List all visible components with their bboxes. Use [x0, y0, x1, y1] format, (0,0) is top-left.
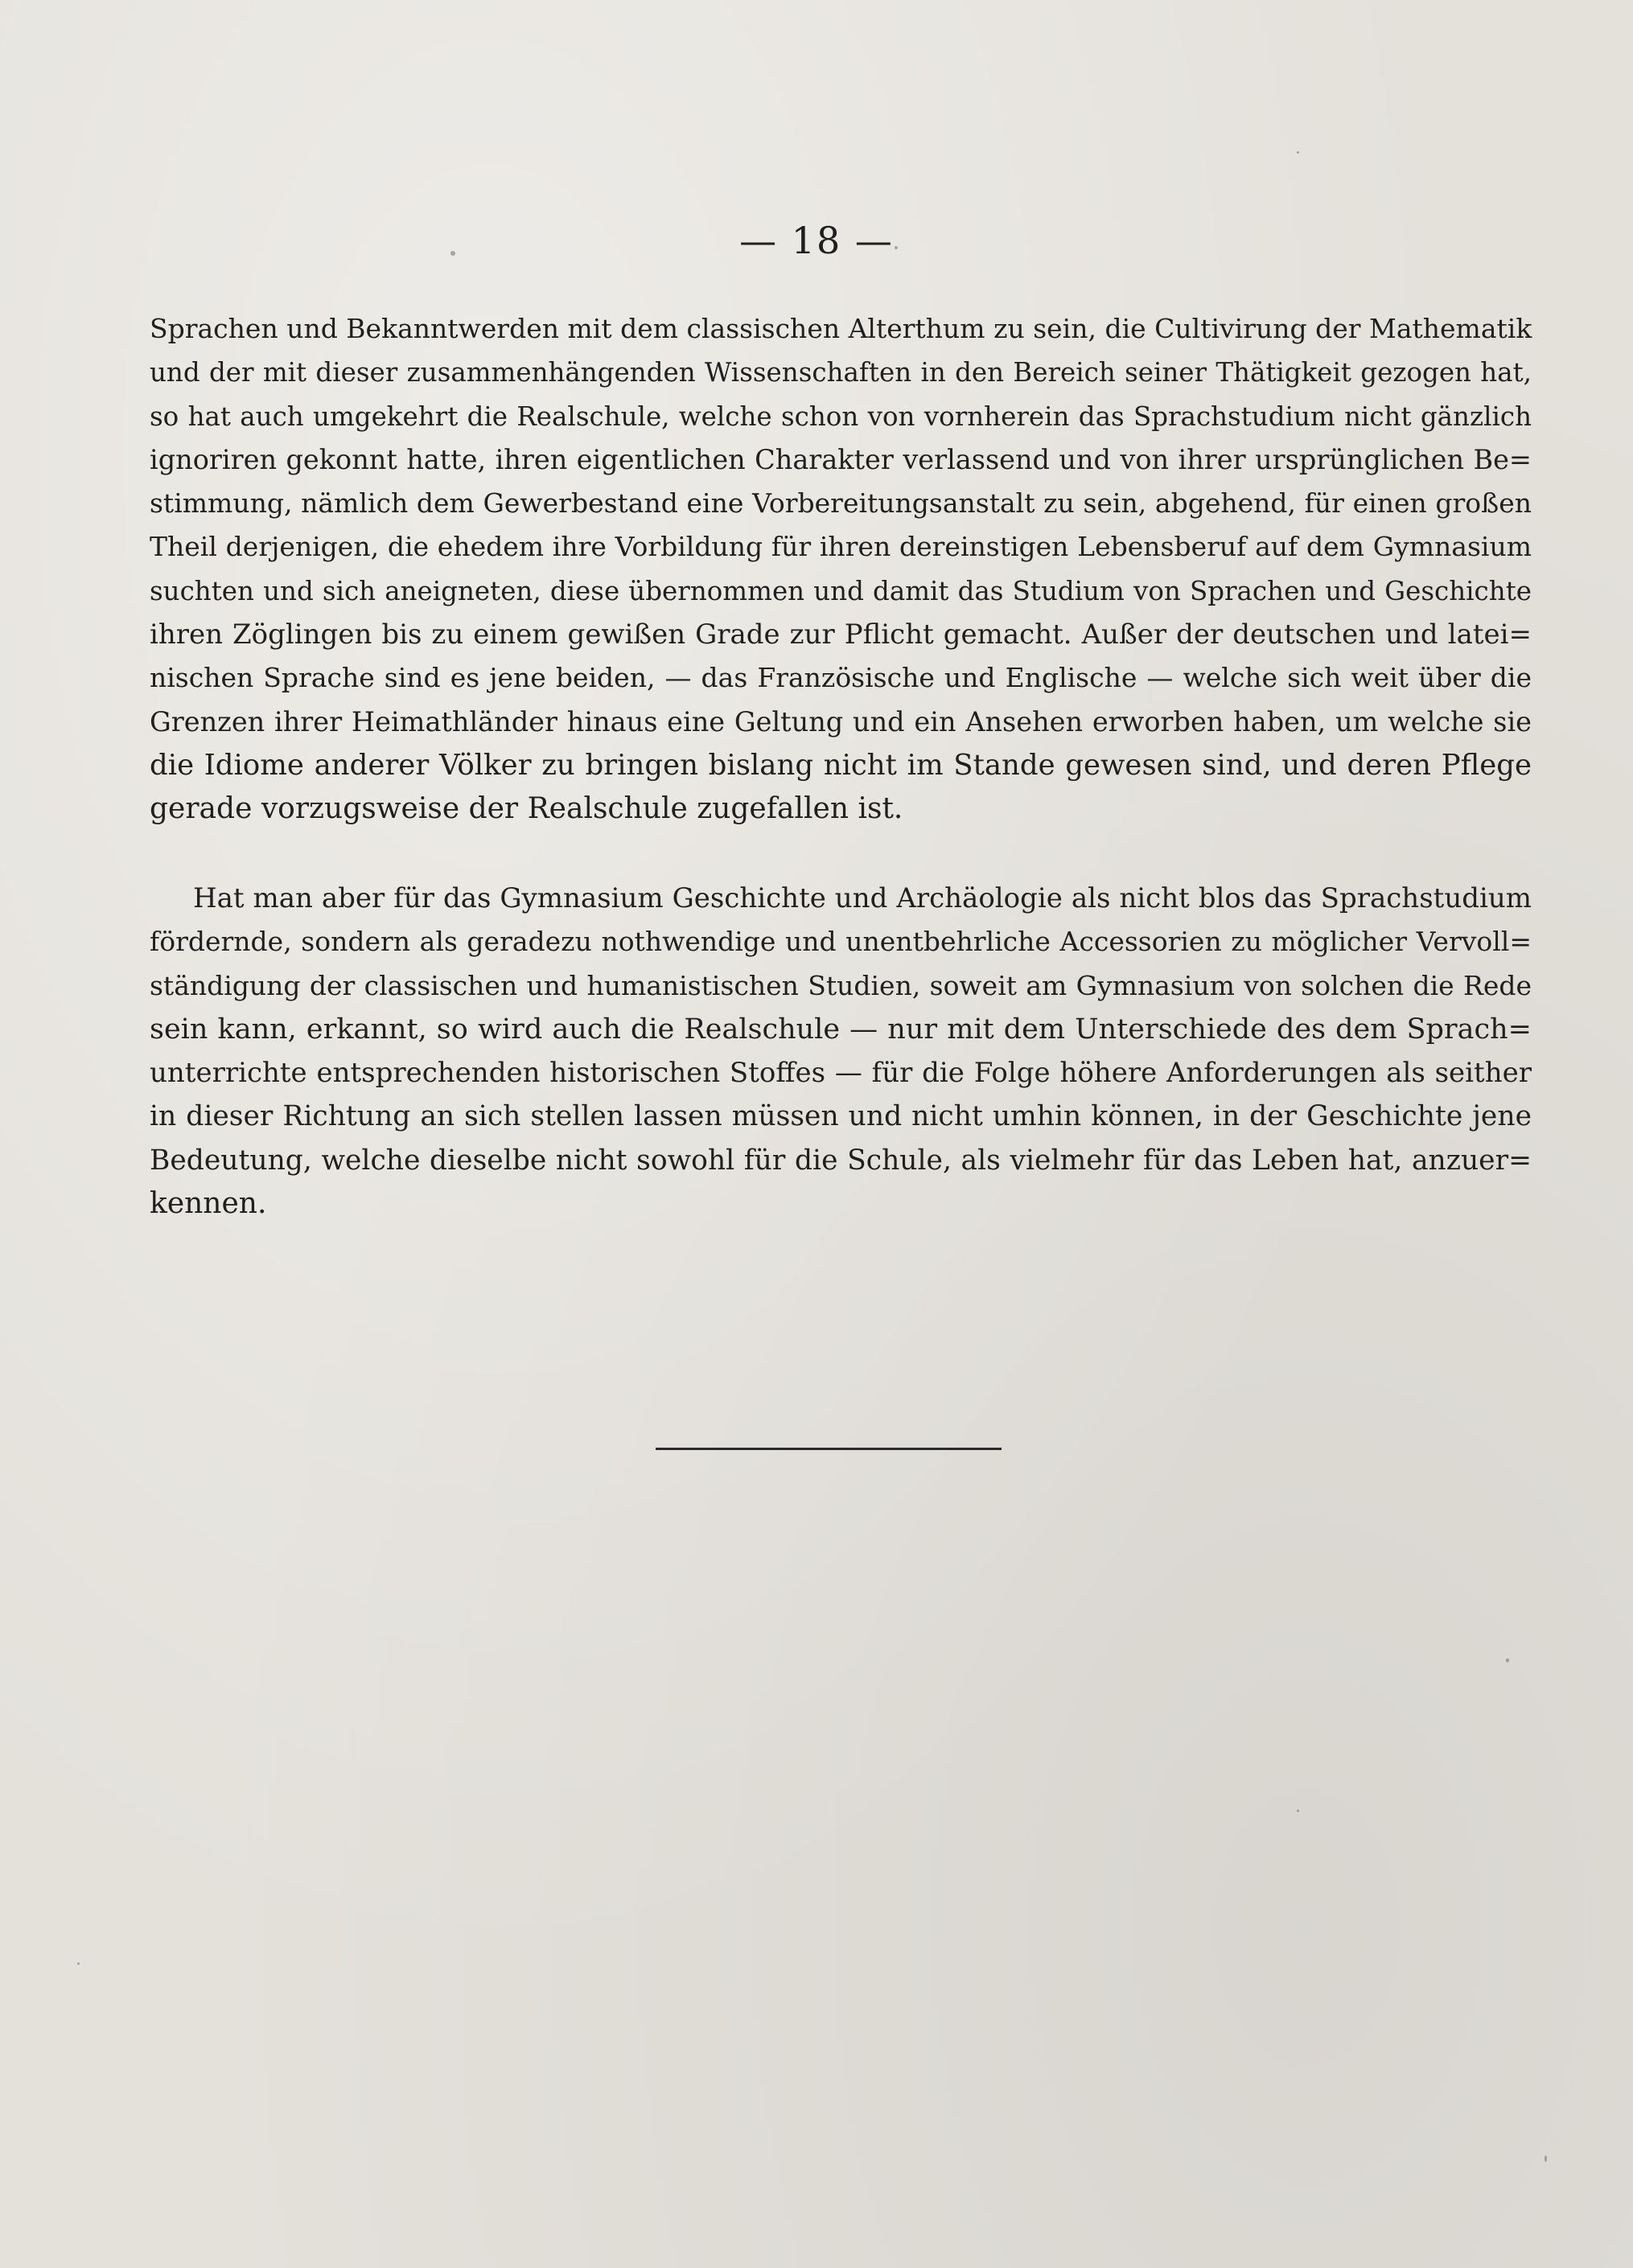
text-line: fördernde, sondern als geradezu nothwendige und unentbehrliche Accessorien zu möglicher Vervoll= [150, 926, 1532, 958]
text-line: in dieser Richtung an sich stellen lassen müssen und nicht umhin können, in der Geschichte jene [150, 1100, 1532, 1133]
text-line: Hat man aber für das Gymnasium Geschichte und Archäologie als nicht blos das Sprachstudium [193, 882, 1532, 914]
text-line: gerade vorzugsweise der Realschule zugefallen ist. [150, 792, 903, 826]
text-line: kennen. [150, 1187, 267, 1221]
text-line: ihren Zöglingen bis zu einem gewißen Grade zur Pflicht gemacht. Außer der deutschen und latei= [150, 618, 1532, 651]
bleed-through-texture-lower [105, 1826, 1577, 2091]
text-line: suchten und sich aneigneten, diese übernommen und damit das Studium von Sprachen und Geschichte [150, 575, 1532, 606]
text-line: stimmung, nämlich dem Gewerbestand eine Vorbereitungsanstalt zu sein, abgehend, für einen großen [150, 487, 1532, 520]
section-rule [656, 1448, 1002, 1450]
text-line: die Idiome anderer Völker zu bringen bislang nicht im Stande gewesen sind, und deren Pflege [150, 748, 1532, 782]
text-line: Sprachen und Bekanntwerden mit dem classischen Alterthum zu sein, die Cultivirung der Mathematik [150, 313, 1532, 344]
text-line: sein kann, erkannt, so wird auch die Realschule — nur mit dem Unterschiede des dem Sprach= [150, 1013, 1532, 1046]
text-line: unterrichte entsprechenden historischen Stoffes — für die Folge höhere Anforderungen als seither [150, 1057, 1532, 1090]
text-line: und der mit dieser zusammenhängenden Wissenschaften in den Bereich seiner Thätigkeit gezogen hat, [150, 357, 1532, 388]
text-line: nischen Sprache sind es jene beiden, — das Französische und Englische — welche sich weit über die [150, 662, 1532, 694]
text-line: Bedeutung, welche dieselbe nicht sowohl für die Schule, als vielmehr für das Leben hat, anzuer= [150, 1144, 1532, 1177]
paragraph-1 [150, 307, 1532, 832]
text-line: ständigung der classischen und humanistischen Studien, soweit am Gymnasium von solchen die Rede [150, 969, 1532, 1001]
page-number: — 18 — [739, 219, 894, 262]
text-line: so hat auch umgekehrt die Realschule, welche schon von vornherein das Sprachstudium nicht gänzlich [150, 401, 1532, 432]
text-line: ignoriren gekonnt hatte, ihren eigentlichen Charakter verlassend und von ihrer ursprünglichen Be= [150, 443, 1532, 475]
text-line: Grenzen ihrer Heimathländer hinaus eine Geltung und ein Ansehen erworben haben, um welche sie [150, 705, 1532, 738]
paragraph-2 [150, 877, 1532, 1226]
text-line: Theil derjenigen, die ehedem ihre Vorbildung für ihren dereinstigen Lebensberuf auf dem Gymnasium [150, 531, 1532, 563]
